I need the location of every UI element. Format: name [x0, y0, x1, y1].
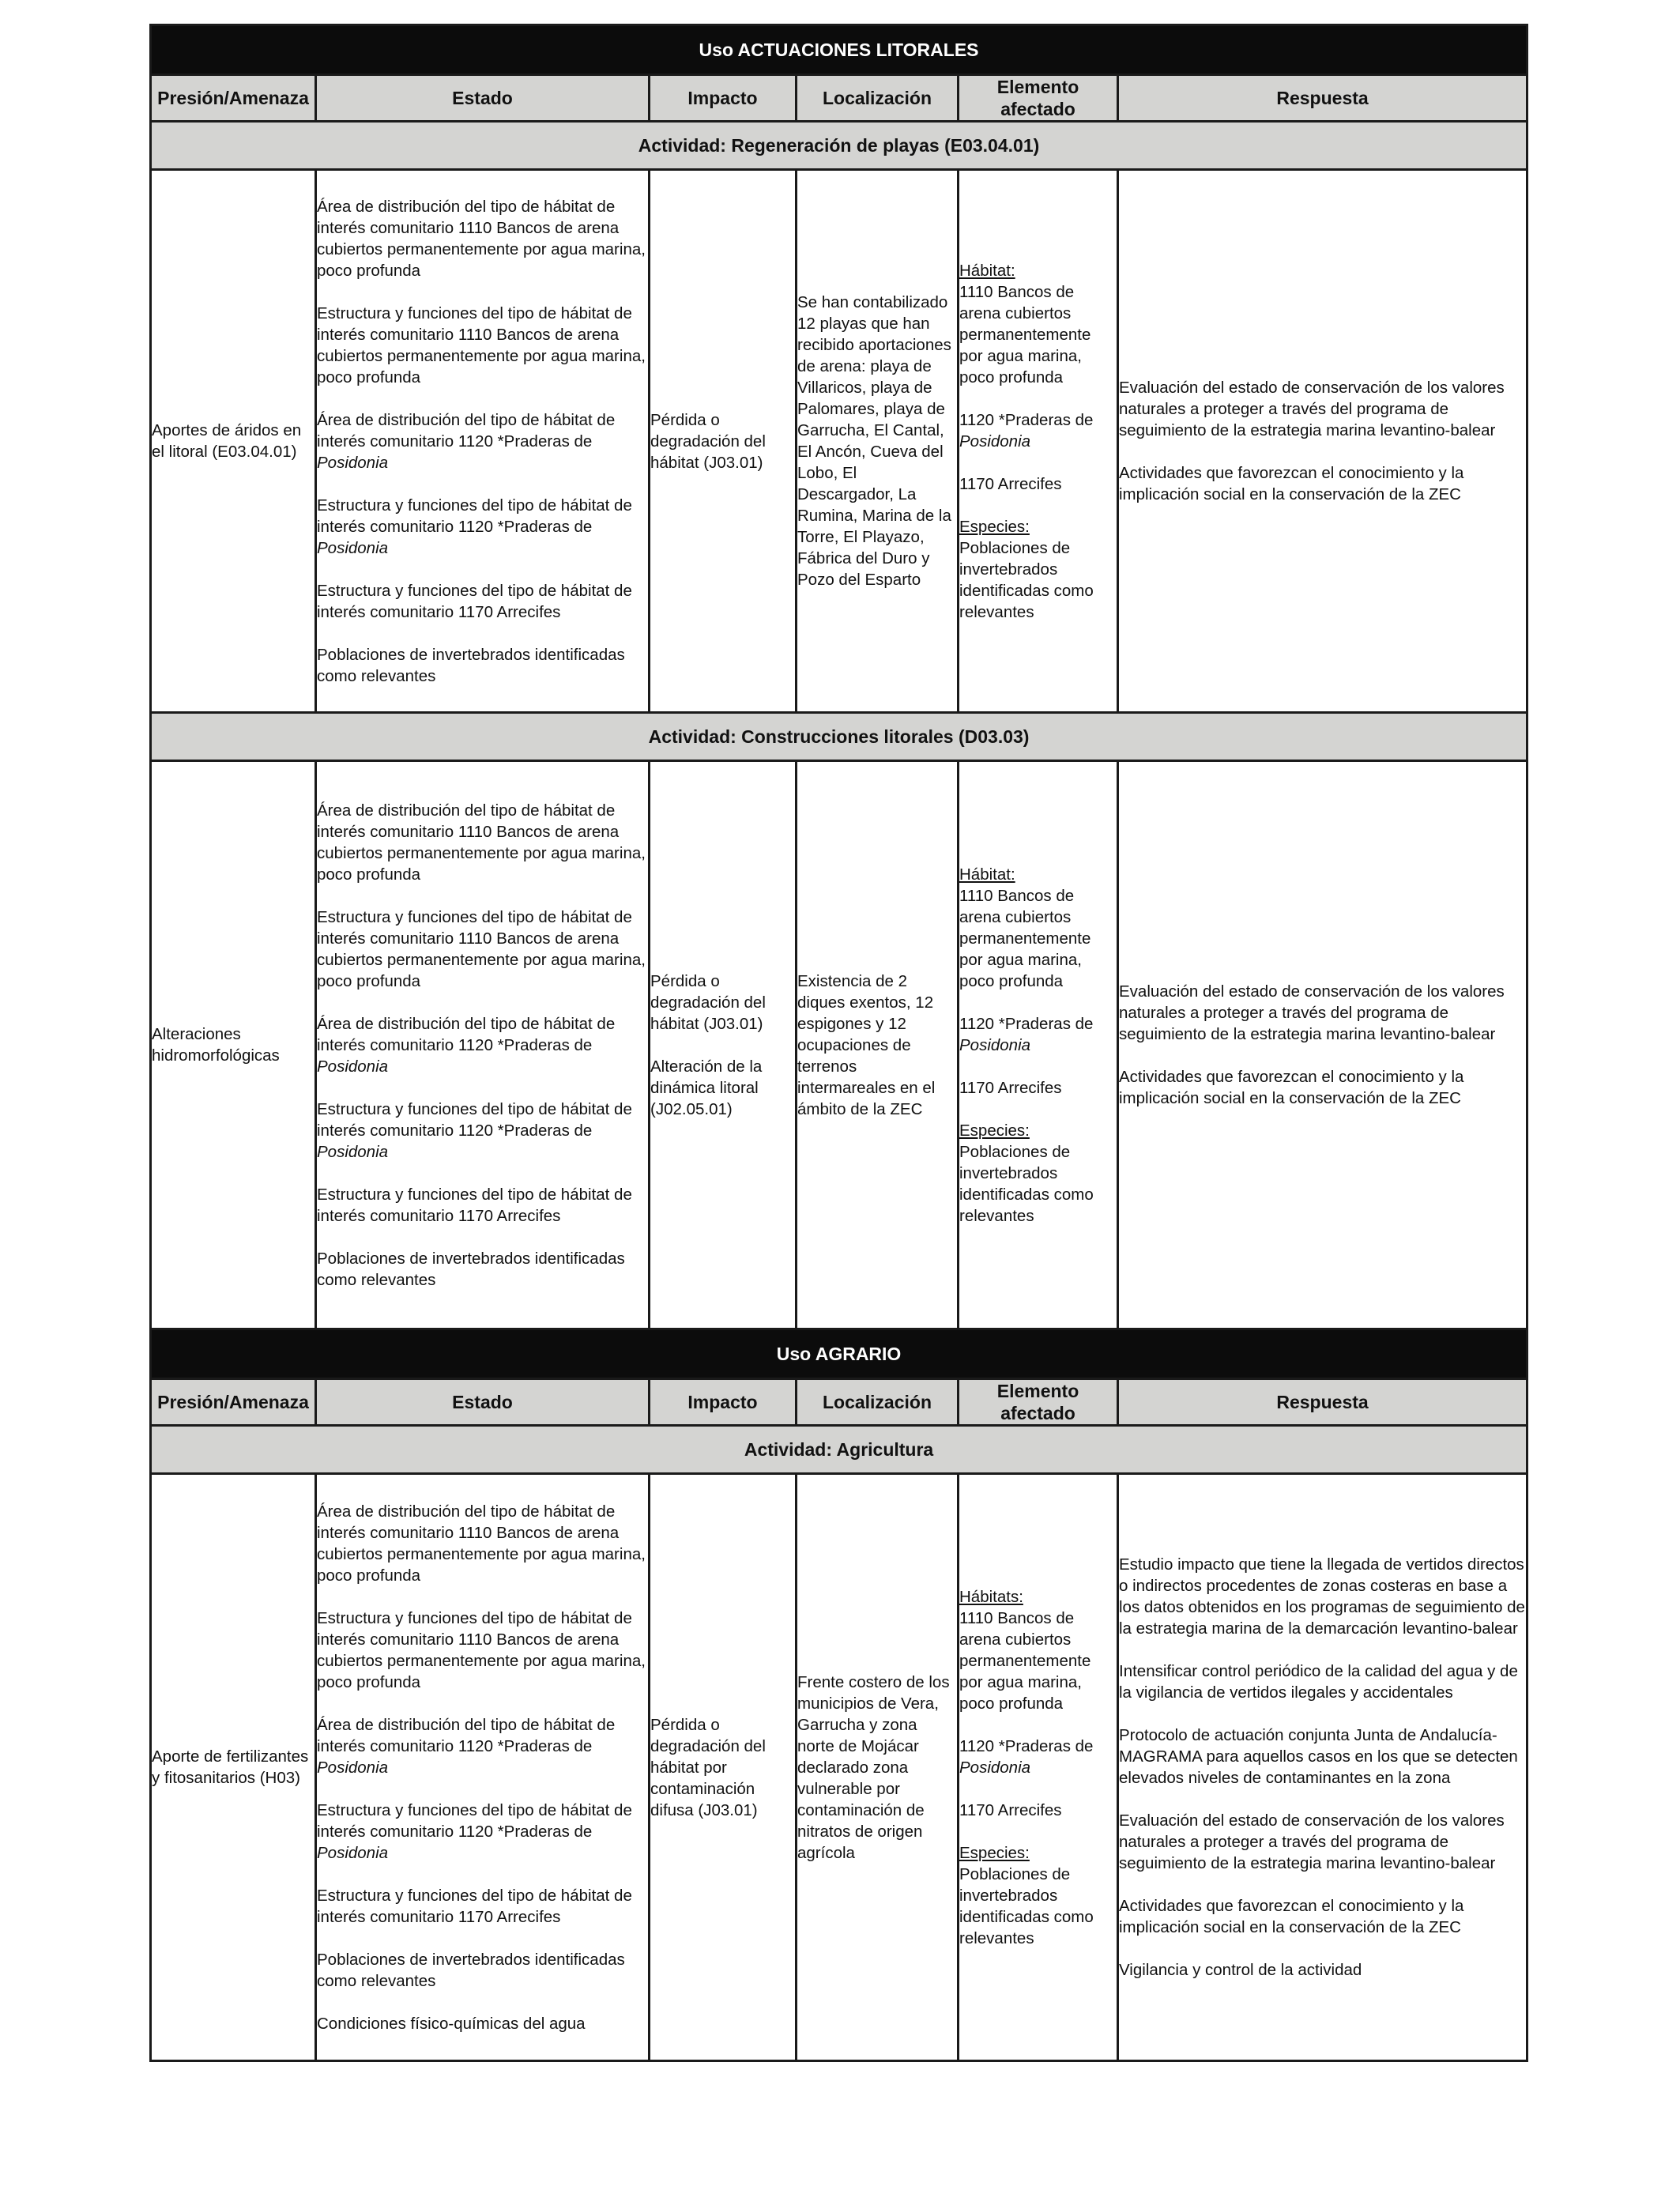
respuesta-item: Actividades que favorezcan el conocimiento y la implicación social en la conservación de la ZEC	[1119, 464, 1464, 503]
especies-block: Especies: Poblaciones de invertebrados identificadas como relevantes	[959, 1843, 1094, 1947]
estado-item: Estructura y funciones del tipo de hábitat de interés comunitario 1110 Bancos de arena cubiertos permanentemente por agua marina, poco profunda	[317, 1608, 646, 1691]
cell-localizacion: Frente costero de los municipios de Vera, Garrucha y zona norte de Mojácar declarado zona vulnerable por contaminación de nitratos de origen agrícola	[797, 1474, 959, 2061]
respuesta-item: Evaluación del estado de conservación de los valores naturales a proteger a través del programa de seguimiento de la estrategia marina levantino-balear	[1119, 982, 1505, 1043]
habitat-1120: 1120 *Praderas de Posidonia	[959, 1736, 1094, 1777]
especies-block: Especies: Poblaciones de invertebrados identificadas como relevantes	[959, 1121, 1094, 1225]
header-elemento-label: Elemento afectado	[996, 77, 1079, 119]
estado-item: Poblaciones de invertebrados identificadas como relevantes	[317, 1950, 625, 1990]
impacto-item: Pérdida o degradación del hábitat (J03.01)	[650, 971, 766, 1033]
impacto-item: Pérdida o degradación del hábitat por contaminación difusa (J03.01)	[650, 1715, 766, 1819]
estado-item: Poblaciones de invertebrados identificadas como relevantes	[317, 645, 625, 685]
cell-respuesta	[1118, 170, 1527, 713]
cell-impacto	[650, 1474, 797, 2061]
header-estado: Estado	[316, 75, 650, 122]
respuesta-item: Intensificar control periódico de la calidad del agua y de la vigilancia de vertidos ilegales y accidentales	[1119, 1662, 1518, 1702]
estado-item: Estructura y funciones del tipo de hábitat de interés comunitario 1110 Bancos de arena cubiertos permanentemente por agua marina, poco profunda	[317, 303, 646, 386]
impacto-item: Pérdida o degradación del hábitat (J03.01)	[650, 410, 766, 472]
cell-estado	[316, 1474, 650, 2061]
pressures-table	[149, 24, 1528, 2062]
respuesta-item: Actividades que favorezcan el conocimiento y la implicación social en la conservación de la ZEC	[1119, 1068, 1464, 1107]
estado-item: Área de distribución del tipo de hábitat de interés comunitario 1120 *Praderas de Posidonia	[317, 1014, 616, 1076]
header-localizacion: Localización	[797, 75, 959, 122]
table-row	[151, 1474, 1527, 2061]
habitat-1120: 1120 *Praderas de Posidonia	[959, 1014, 1094, 1054]
estado-item: Área de distribución del tipo de hábitat de interés comunitario 1110 Bancos de arena cubiertos permanentemente por agua marina, poco profunda	[317, 197, 646, 280]
activity-agricultura: Actividad: Agricultura	[151, 1426, 1527, 1474]
habitat-1170: 1170 Arrecifes	[959, 1800, 1062, 1819]
header-presion: Presión/Amenaza	[151, 75, 316, 122]
habitat-block: Hábitat: 1110 Bancos de arena cubiertos permanentemente por agua marina, poco profunda	[959, 261, 1091, 386]
estado-item: Estructura y funciones del tipo de hábitat de interés comunitario 1120 *Praderas de Posidonia	[317, 1099, 632, 1161]
header-elemento	[959, 75, 1118, 122]
section-title-agrario: Uso AGRARIO	[151, 1329, 1527, 1379]
estado-item: Condiciones físico-químicas del agua	[317, 2014, 586, 2033]
header-impacto: Impacto	[650, 1379, 797, 1426]
cell-respuesta	[1118, 1474, 1527, 2061]
estado-item: Área de distribución del tipo de hábitat de interés comunitario 1110 Bancos de arena cubiertos permanentemente por agua marina, poco profunda	[317, 1502, 646, 1585]
respuesta-item: Estudio impacto que tiene la llegada de vertidos directos o indirectos procedentes de zonas costeras en base a los datos obtenidos en los programas de seguimiento de la estrategia marina de la demarcación levantino-balear	[1119, 1555, 1525, 1638]
cell-localizacion: Existencia de 2 diques exentos, 12 espigones y 12 ocupaciones de terrenos intermareales en el ámbito de la ZEC	[797, 761, 959, 1329]
estado-item: Estructura y funciones del tipo de hábitat de interés comunitario 1170 Arrecifes	[317, 581, 632, 621]
estado-item: Estructura y funciones del tipo de hábitat de interés comunitario 1170 Arrecifes	[317, 1185, 632, 1225]
impacto-item: Alteración de la dinámica litoral (J02.05.01)	[650, 1057, 763, 1118]
cell-impacto	[650, 761, 797, 1329]
cell-presion: Alteraciones hidromorfológicas	[151, 761, 316, 1329]
estado-item: Estructura y funciones del tipo de hábitat de interés comunitario 1110 Bancos de arena cubiertos permanentemente por agua marina, poco profunda	[317, 907, 646, 990]
section-title-actuaciones: Uso ACTUACIONES LITORALES	[151, 25, 1527, 75]
cell-localizacion: Se han contabilizado 12 playas que han recibido aportaciones de arena: playa de Villaricos, playa de Palomares, playa de Garrucha, El Cantal, El Ancón, Cueva del Lobo, El Descargador, La Rumina, Marina de la Torre, El Playazo, Fábrica del Duro y Pozo del Esparto	[797, 170, 959, 713]
header-elemento	[959, 1379, 1118, 1426]
activity-construcciones: Actividad: Construcciones litorales (D03.03)	[151, 713, 1527, 761]
habitat-block: Hábitats: 1110 Bancos de arena cubiertos permanentemente por agua marina, poco profunda	[959, 1587, 1091, 1713]
habitat-1170: 1170 Arrecifes	[959, 474, 1062, 493]
cell-presion: Aportes de áridos en el litoral (E03.04.01)	[151, 170, 316, 713]
estado-item: Estructura y funciones del tipo de hábitat de interés comunitario 1120 *Praderas de Posidonia	[317, 496, 632, 557]
cell-impacto	[650, 170, 797, 713]
table-row	[151, 170, 1527, 713]
header-estado: Estado	[316, 1379, 650, 1426]
cell-presion: Aporte de fertilizantes y fitosanitarios (H03)	[151, 1474, 316, 2061]
estado-item: Área de distribución del tipo de hábitat de interés comunitario 1120 *Praderas de Posidonia	[317, 1715, 616, 1777]
respuesta-item: Vigilancia y control de la actividad	[1119, 1961, 1362, 1979]
cell-respuesta	[1118, 761, 1527, 1329]
header-impacto: Impacto	[650, 75, 797, 122]
cell-elemento	[959, 1474, 1118, 2061]
estado-item: Estructura y funciones del tipo de hábitat de interés comunitario 1120 *Praderas de Posidonia	[317, 1800, 632, 1862]
estado-item: Área de distribución del tipo de hábitat de interés comunitario 1110 Bancos de arena cubiertos permanentemente por agua marina, poco profunda	[317, 801, 646, 884]
habitat-block: Hábitat: 1110 Bancos de arena cubiertos permanentemente por agua marina, poco profunda	[959, 865, 1091, 990]
table-row	[151, 761, 1527, 1329]
cell-elemento	[959, 761, 1118, 1329]
header-respuesta: Respuesta	[1118, 1379, 1527, 1426]
habitat-1120: 1120 *Praderas de Posidonia	[959, 410, 1094, 450]
activity-regeneracion: Actividad: Regeneración de playas (E03.04.01)	[151, 122, 1527, 170]
respuesta-item: Evaluación del estado de conservación de los valores naturales a proteger a través del programa de seguimiento de la estrategia marina levantino-balear	[1119, 1811, 1505, 1872]
habitat-1170: 1170 Arrecifes	[959, 1078, 1062, 1097]
cell-elemento	[959, 170, 1118, 713]
respuesta-item: Evaluación del estado de conservación de los valores naturales a proteger a través del programa de seguimiento de la estrategia marina levantino-balear	[1119, 379, 1505, 439]
cell-estado	[316, 761, 650, 1329]
respuesta-item: Actividades que favorezcan el conocimiento y la implicación social en la conservación de la ZEC	[1119, 1897, 1464, 1936]
header-respuesta: Respuesta	[1118, 75, 1527, 122]
estado-item: Estructura y funciones del tipo de hábitat de interés comunitario 1170 Arrecifes	[317, 1886, 632, 1926]
header-presion: Presión/Amenaza	[151, 1379, 316, 1426]
header-localizacion: Localización	[797, 1379, 959, 1426]
estado-item: Área de distribución del tipo de hábitat de interés comunitario 1120 *Praderas de Posidonia	[317, 410, 616, 472]
cell-estado	[316, 170, 650, 713]
especies-block: Especies: Poblaciones de invertebrados identificadas como relevantes	[959, 517, 1094, 621]
respuesta-item: Protocolo de actuación conjunta Junta de Andalucía-MAGRAMA para aquellos casos en los que se detecten elevados niveles de contaminantes en la zona	[1119, 1726, 1518, 1787]
estado-item: Poblaciones de invertebrados identificadas como relevantes	[317, 1249, 625, 1289]
header-elemento-label: Elemento afectado	[996, 1381, 1079, 1423]
